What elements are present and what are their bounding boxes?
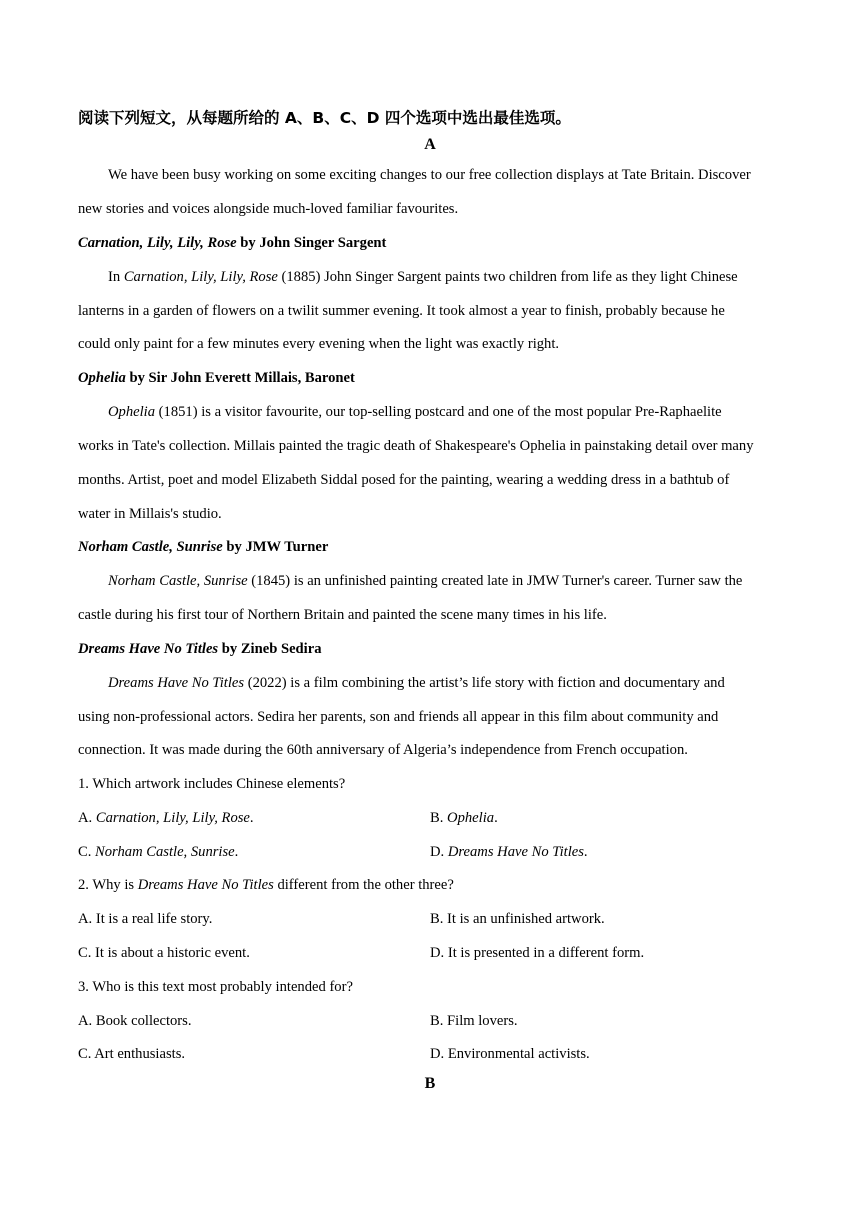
option-text: Carnation, Lily, Lily, Rose (95, 810, 250, 826)
section-b-label: B (424, 1075, 436, 1092)
option-letter: B. (430, 810, 448, 826)
option-letter: C. (78, 844, 96, 860)
intro-line-2: new stories and voices alongside much-loved familiar favourites. (78, 201, 459, 217)
artwork-title: Carnation, Lily, Lily, Rose (78, 235, 237, 251)
question-3-stem: 3. Who is this text most probably intended for? (78, 979, 353, 995)
option-text: Dreams Have No Titles (447, 844, 584, 860)
option-1d[interactable] (430, 842, 588, 862)
artwork-2-line-2: works in Tate's collection. Millais painted the tragic death of Shakespeare's Ophelia in painstaking detail over many (78, 438, 754, 454)
artwork-artist: by John Singer Sargent (236, 235, 387, 251)
artwork-heading-4 (78, 639, 788, 659)
option-3a[interactable]: A. Book collectors. (78, 1013, 192, 1029)
option-letter: A. (78, 810, 96, 826)
text-run: (1851) is a visitor favourite, our top-selling postcard and one of the most popular Pre-Raphaelite (155, 404, 722, 420)
text-run: 2. Why is (78, 877, 138, 893)
artwork-3-line-2: castle during his first tour of Northern Britain and painted the scene many times in his life. (78, 607, 607, 623)
option-3c[interactable]: C. Art enthusiasts. (78, 1046, 186, 1062)
artwork-artist: by Sir John Everett Millais, Baronet (125, 370, 355, 386)
option-text: Norham Castle, Sunrise (95, 844, 235, 860)
artwork-2-line-3: months. Artist, poet and model Elizabeth Siddal posed for the painting, wearing a wedding dress in a bathtub of (78, 472, 730, 488)
artwork-title-inline: Dreams Have No Titles (108, 675, 245, 691)
text-run: different from the other three? (273, 877, 454, 893)
option-2a[interactable]: A. It is a real life story. (78, 911, 213, 927)
artwork-artist: by Zineb Sedira (218, 641, 322, 657)
question-1-stem: 1. Which artwork includes Chinese elements? (78, 776, 346, 792)
artwork-title-inline: Ophelia (108, 404, 156, 420)
section-a-label: A (424, 136, 436, 153)
instruction: 阅读下列短文，从每题所给的 A、B、C、D 四个选项中选出最佳选项。 (78, 109, 571, 127)
artwork-1-line-1 (108, 267, 818, 287)
artwork-title: Dreams Have No Titles (78, 641, 219, 657)
option-1c[interactable] (78, 842, 238, 862)
text-run: (2022) is a film combining the artist’s life story with fiction and documentary and (244, 675, 725, 691)
artwork-3-line-1 (108, 571, 818, 591)
artwork-2-line-1 (108, 402, 818, 422)
artwork-4-line-3: connection. It was made during the 60th anniversary of Algeria’s independence from French occupation. (78, 742, 688, 758)
artwork-4-line-1 (108, 673, 818, 693)
option-2d[interactable]: D. It is presented in a different form. (430, 945, 645, 961)
option-3d[interactable]: D. Environmental activists. (430, 1046, 590, 1062)
artwork-heading-1 (78, 233, 788, 253)
option-1b[interactable] (430, 808, 498, 828)
option-3b[interactable]: B. Film lovers. (430, 1013, 518, 1029)
option-2b[interactable]: B. It is an unfinished artwork. (430, 911, 605, 927)
artwork-4-line-2: using non-professional actors. Sedira her parents, son and friends all appear in this film about community and (78, 709, 719, 725)
artwork-1-line-2: lanterns in a garden of flowers on a twilit summer evening. It took almost a year to finish, probably because he (78, 303, 725, 319)
text-run: (1845) is an unfinished painting created late in JMW Turner's career. Turner saw the (247, 573, 743, 589)
option-period: . (583, 844, 588, 860)
intro-line-1: We have been busy working on some exciting changes to our free collection displays at Tate Britain. Discover (108, 167, 751, 183)
artwork-2-line-4: water in Millais's studio. (78, 506, 222, 522)
text-run: (1885) John Singer Sargent paints two children from life as they light Chinese (277, 269, 738, 285)
option-period: . (234, 844, 239, 860)
artwork-1-line-3: could only paint for a few minutes every evening when the light was exactly right. (78, 336, 560, 352)
artwork-heading-2 (78, 368, 788, 388)
artwork-title-inline: Dreams Have No Titles (137, 877, 274, 893)
option-text: Ophelia (447, 810, 495, 826)
option-period: . (249, 810, 254, 826)
artwork-heading-3 (78, 537, 788, 557)
option-1a[interactable] (78, 808, 254, 828)
text-run: In (108, 269, 124, 285)
artwork-title-inline: Norham Castle, Sunrise (108, 573, 248, 589)
question-2-stem (78, 875, 788, 895)
artwork-title-inline: Carnation, Lily, Lily, Rose (123, 269, 278, 285)
option-period: . (494, 810, 498, 826)
artwork-title: Ophelia (78, 370, 126, 386)
artwork-artist: by JMW Turner (222, 539, 329, 555)
option-2c[interactable]: C. It is about a historic event. (78, 945, 250, 961)
artwork-title: Norham Castle, Sunrise (78, 539, 223, 555)
option-letter: D. (430, 844, 448, 860)
